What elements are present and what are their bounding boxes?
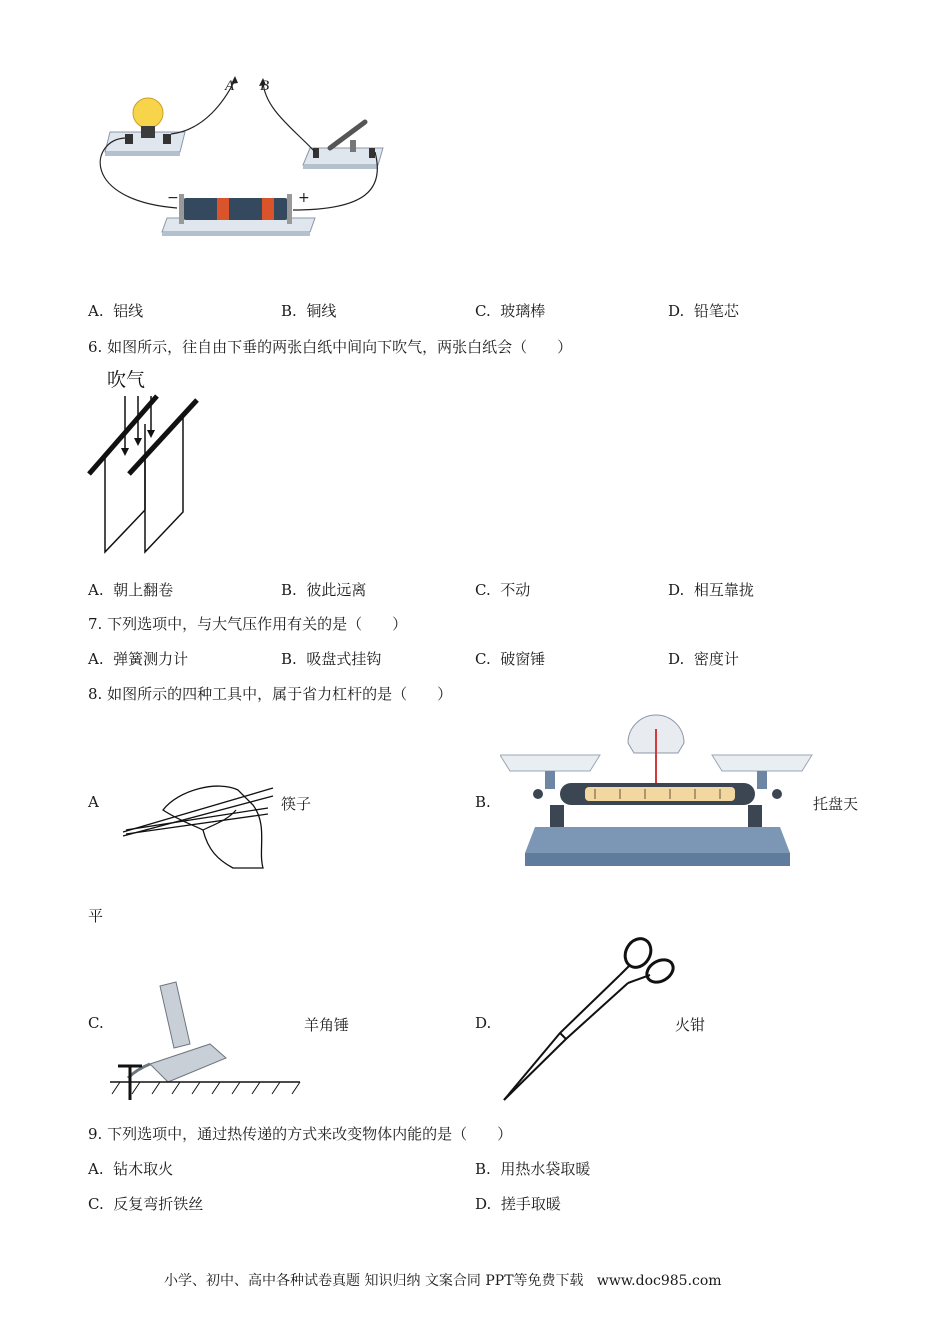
q7-option-d[interactable]: D. 密度计	[668, 650, 739, 668]
q8-option-b-text: 托盘天	[813, 795, 859, 813]
q6-option-a[interactable]: A. 朝上翻卷	[88, 581, 174, 599]
q6-option-d[interactable]: D. 相互靠拢	[668, 581, 754, 599]
q8-option-b-letter[interactable]: B.	[475, 793, 491, 811]
terminal-a-label: A	[225, 78, 235, 94]
q8-option-b-text-cont: 平	[88, 907, 104, 925]
q7-option-b[interactable]: B. 吸盘式挂钩	[281, 650, 382, 668]
chopsticks-figure	[118, 780, 283, 870]
q9-option-b[interactable]: B. 用热水袋取暖	[475, 1160, 591, 1178]
q9-option-d[interactable]: D. 搓手取暖	[475, 1195, 561, 1213]
paper-blow-figure	[85, 364, 215, 559]
plus-sign: +	[298, 190, 310, 206]
claw-hammer-figure	[110, 978, 305, 1103]
q7-option-c[interactable]: C. 破窗锤	[475, 650, 546, 668]
q8-option-a-letter[interactable]: A	[88, 793, 99, 811]
q7-option-a[interactable]: A. 弹簧测力计	[88, 650, 189, 668]
q8-option-c-letter[interactable]: C.	[88, 1014, 104, 1032]
q9-option-c[interactable]: C. 反复弯折铁丝	[88, 1195, 204, 1213]
q6-option-c[interactable]: C. 不动	[475, 581, 531, 599]
fire-tongs-figure	[500, 935, 675, 1105]
q8-stem: 8. 如图所示的四种工具中，属于省力杠杆的是（ ）	[88, 685, 453, 703]
footer-text: 小学、初中、高中各种试卷真题 知识归纳 文案合同 PPT等免费下载	[164, 1273, 584, 1289]
q8-option-c-text: 羊角锤	[304, 1016, 350, 1034]
blow-label: 吹气	[107, 369, 146, 391]
q9-stem: 9. 下列选项中，通过热传递的方式来改变物体内能的是（ ）	[88, 1125, 513, 1143]
battery-board	[162, 218, 315, 232]
q6-stem: 6. 如图所示，往自由下垂的两张白纸中间向下吹气，两张白纸会（ ）	[88, 338, 573, 356]
bulb-icon	[133, 98, 163, 128]
q8-option-a-text: 筷子	[281, 795, 312, 813]
q5-option-d[interactable]: D. 铅笔芯	[668, 302, 739, 320]
switch-lever	[330, 122, 365, 148]
q8-option-d-text: 火钳	[675, 1016, 706, 1034]
q5-option-c[interactable]: C. 玻璃棒	[475, 302, 546, 320]
q9-option-a[interactable]: A. 钻木取火	[88, 1160, 174, 1178]
minus-sign: −	[167, 190, 179, 206]
footer	[164, 1270, 722, 1290]
q8-option-d-letter[interactable]: D.	[475, 1014, 492, 1032]
footer-link[interactable]: www.doc985.com	[596, 1273, 722, 1289]
q5-option-b[interactable]: B. 铜线	[281, 302, 337, 320]
q6-option-b[interactable]: B. 彼此远离	[281, 581, 367, 599]
q5-option-a[interactable]: A. 铝线	[88, 302, 144, 320]
circuit-figure	[85, 70, 395, 240]
balance-scale-figure	[500, 713, 815, 868]
q7-stem: 7. 下列选项中，与大气压作用有关的是（ ）	[88, 615, 408, 633]
terminal-b-label: B	[260, 78, 270, 94]
